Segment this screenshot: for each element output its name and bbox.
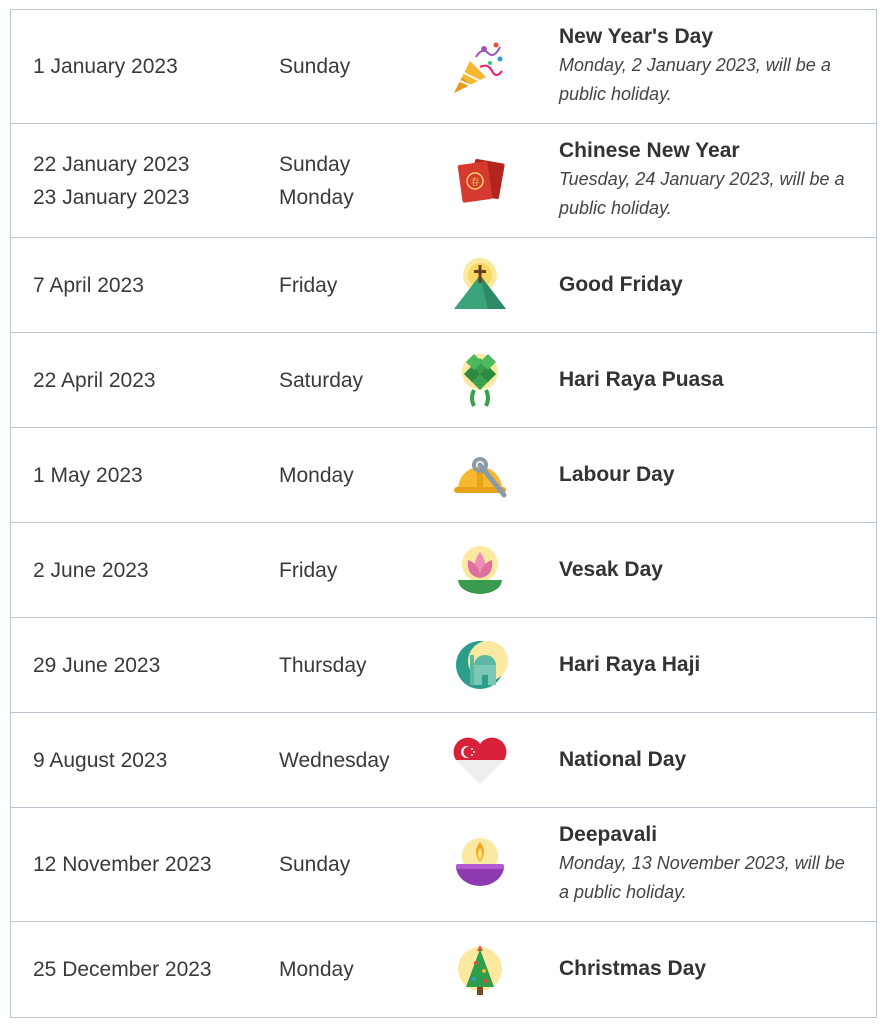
table-row [11, 428, 876, 523]
holiday-note: Monday, 2 January 2023, will be a public holiday. [559, 55, 831, 104]
holiday-name-block [559, 955, 859, 983]
holiday-day: Monday [279, 186, 354, 209]
table-row [11, 808, 876, 922]
holiday-day: Sunday [279, 853, 351, 876]
holiday-name-block [559, 137, 859, 223]
diya-lamp-icon [450, 834, 510, 894]
holiday-name: Labour Day [559, 463, 675, 486]
holiday-name-block [559, 23, 859, 109]
holiday-date: 1 May 2023 [33, 464, 143, 487]
holiday-name-block [559, 746, 859, 774]
holiday-name-block [559, 651, 859, 679]
lotus-icon [450, 540, 510, 600]
holiday-date: 29 June 2023 [33, 654, 161, 677]
holiday-date: 22 January 2023 [33, 153, 190, 176]
holiday-name: National Day [559, 748, 687, 771]
holiday-day: Monday [279, 464, 354, 487]
holiday-name-block [559, 461, 859, 489]
ketupat-icon [450, 350, 510, 410]
holiday-table [10, 9, 877, 1018]
svg-text:春: 春 [470, 178, 480, 188]
singapore-heart-icon [450, 730, 510, 790]
holiday-day: Saturday [279, 369, 364, 392]
holiday-name: Deepavali [559, 823, 658, 846]
holiday-name: Christmas Day [559, 957, 707, 980]
holiday-name: Hari Raya Haji [559, 653, 701, 676]
holiday-name: Good Friday [559, 273, 683, 296]
holiday-day: Sunday [279, 55, 351, 78]
table-row [11, 922, 876, 1017]
holiday-date-group [33, 148, 189, 214]
christmas-tree-icon [450, 939, 510, 999]
table-row [11, 713, 876, 808]
table-row [11, 10, 876, 124]
holiday-name: New Year's Day [559, 25, 714, 48]
holiday-date: 2 June 2023 [33, 559, 149, 582]
holiday-date: 12 November 2023 [33, 853, 212, 876]
holiday-date: 7 April 2023 [33, 274, 144, 297]
party-popper-icon [450, 37, 510, 97]
hardhat-wrench-icon [450, 445, 510, 505]
holiday-name-block [559, 821, 859, 907]
holiday-date: 23 January 2023 [33, 186, 190, 209]
holiday-day: Friday [279, 274, 338, 297]
holiday-day: Friday [279, 559, 338, 582]
holiday-day: Wednesday [279, 749, 390, 772]
holiday-name-block [559, 366, 859, 394]
holiday-day: Monday [279, 958, 354, 981]
table-row [11, 523, 876, 618]
holiday-name-block [559, 556, 859, 584]
mosque-crescent-icon [450, 635, 510, 695]
holiday-date: 9 August 2023 [33, 749, 168, 772]
holiday-note: Monday, 13 November 2023, will be a public holiday. [559, 853, 845, 902]
holiday-name: Chinese New Year [559, 139, 740, 162]
holiday-name: Vesak Day [559, 558, 663, 581]
table-row [11, 333, 876, 428]
holiday-date: 25 December 2023 [33, 958, 212, 981]
holiday-name: Hari Raya Puasa [559, 368, 724, 391]
holiday-day: Sunday [279, 153, 351, 176]
table-row [11, 124, 876, 238]
holiday-name-block [559, 271, 859, 299]
holiday-date: 1 January 2023 [33, 55, 178, 78]
table-row [11, 618, 876, 713]
holiday-day-group [279, 148, 354, 214]
red-packet-icon [450, 151, 510, 211]
table-row [11, 238, 876, 333]
holiday-date: 22 April 2023 [33, 369, 156, 392]
mountain-cross-icon [450, 255, 510, 315]
holiday-note: Tuesday, 24 January 2023, will be a public holiday. [559, 169, 845, 218]
holiday-day: Thursday [279, 654, 367, 677]
